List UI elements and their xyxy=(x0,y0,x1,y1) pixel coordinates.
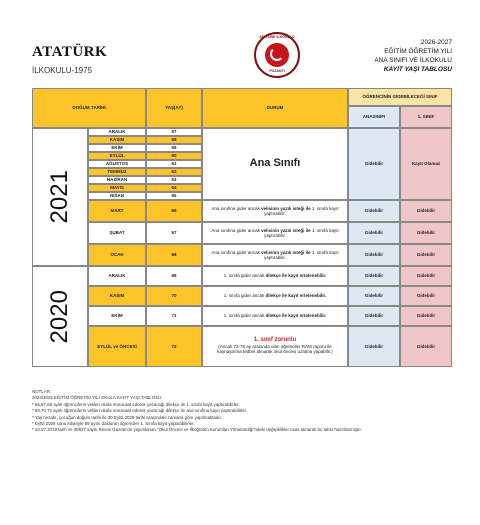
birth-month: TEMMUZ xyxy=(88,168,146,176)
title-line-1: 2026-2027 xyxy=(420,39,452,46)
birth-month: KASIM xyxy=(88,136,146,144)
col-header-first-grade: 1. SINIF xyxy=(400,106,452,128)
status-text-plain: 1. sınıfa kayıt yaptırabilir. xyxy=(264,205,339,216)
col-header-birth-date: DOĞUM TARİHİ xyxy=(32,88,146,128)
age-months: 58 xyxy=(146,136,202,144)
age-months: 70 xyxy=(146,286,202,306)
age-months: 59 xyxy=(146,144,202,152)
ana-sinifi-label: Ana Sınıfı xyxy=(249,157,301,170)
birth-month: EKİM xyxy=(88,306,146,326)
status-text-plain: Ana sınıfına gider ancak xyxy=(211,249,262,255)
birth-month: KASIM xyxy=(88,286,146,306)
status-text-plain: 1. sınıfa gider ancak xyxy=(223,313,266,319)
birth-month: MAYIS xyxy=(88,184,146,192)
first-grade-cell: Gidebilir xyxy=(400,326,452,367)
mandatory-title: 1. sınıf zorunlu xyxy=(253,337,297,344)
birth-month: ARALIK xyxy=(88,128,146,136)
seal-top-text: ATATÜRK İLKOKULU xyxy=(259,35,295,39)
kindergarten-cell: Gidebilir xyxy=(348,306,400,326)
school-subtitle: İLKOKULU-1975 xyxy=(32,66,93,75)
age-months: 71 xyxy=(146,306,202,326)
notes-line: * Eylül 2026 sonu itibariyle 69 ayını dolduran öğrenciler 1. Sınıfa kayıt yaptırabilirler. xyxy=(32,421,195,427)
status-text xyxy=(202,200,348,222)
status-text-plain: 1. sınıfa gider ancak xyxy=(223,293,266,299)
status-text-bold: dilekçe ile kayıt ertelenebilir. xyxy=(265,273,327,279)
col-header-status: DURUM xyxy=(202,88,348,128)
birth-month: HAZİRAN xyxy=(88,176,146,184)
first-grade-top: Kayıt Olamaz xyxy=(400,128,452,200)
notes-line: * 69,70,71 aylık öğrencilerin velileri okula müracaat ederek yazacağı dilekçe ile ana sınıfına kayıt yaptırabilirler. xyxy=(32,408,248,414)
first-grade-cell: Gidebilir xyxy=(400,306,452,326)
school-name: ATATÜRK xyxy=(32,44,108,60)
birth-month: ŞUBAT xyxy=(88,222,146,244)
notes-line: * 66,67,68 aylık öğrencilerin velileri okula müracaat ederek yazacağı dilekçe ile 1. sınıfa kayıt yaptırabilirler. xyxy=(32,401,240,407)
status-text xyxy=(202,266,348,286)
col-header-kindergarten: ANASINIFI xyxy=(348,106,400,128)
birth-month: ARALIK xyxy=(88,266,146,286)
age-months: 64 xyxy=(146,184,202,192)
age-months: 69 xyxy=(146,266,202,286)
birth-month: EYLÜL xyxy=(88,152,146,160)
birth-month: NİSAN xyxy=(88,192,146,200)
status-text-bold: velisinin yazılı isteği ile xyxy=(261,249,311,255)
first-grade-cell: Gidebilir xyxy=(400,222,452,244)
mandatory-body: (Ancak 72-78 ay arasında olan öğrenciler RAM raporu ile kaynaştırma tedbiri alınarak okul öncesi uzatma yapabilir.) xyxy=(217,343,333,355)
kindergarten-cell: Gidebilir xyxy=(348,200,400,222)
age-months: 72 xyxy=(146,326,202,367)
status-text-bold: dilekçe ile kayıt ertelenebilir. xyxy=(265,313,327,319)
age-months: 67 xyxy=(146,222,202,244)
col-header-class-group: ÖĞRENCİNİN GİDEBİLECEĞİ SINIF xyxy=(348,88,452,106)
header xyxy=(32,28,452,88)
age-months: 60 xyxy=(146,152,202,160)
notes-heading: NOTLAR: xyxy=(32,389,52,394)
first-grade-cell: Gidebilir xyxy=(400,286,452,306)
age-months: 66 xyxy=(146,200,202,222)
title-line-2: EĞİTİM ÖĞRETİM YILI xyxy=(384,48,452,55)
kindergarten-cell: Gidebilir xyxy=(348,286,400,306)
title-line-3: ANA SINIFI VE İLKOKULU xyxy=(374,57,452,64)
kindergarten-cell: Gidebilir xyxy=(348,244,400,266)
year-2020-cell xyxy=(32,266,88,367)
age-months: 68 xyxy=(146,244,202,266)
birth-month: EKİM xyxy=(88,144,146,152)
status-mandatory xyxy=(202,326,348,367)
notes-line: * Yaş hesabı, çocuğun doğum tarihi ile 30 Eylül 2026 tarihi arasındaki zamana göre yapılmaktadır. xyxy=(32,414,222,420)
birth-month: OCAK xyxy=(88,244,146,266)
age-months: 57 xyxy=(146,128,202,136)
status-text-bold: velisinin yazılı isteği ile xyxy=(261,205,311,211)
status-text xyxy=(202,306,348,326)
status-text-bold: dilekçe ile kayıt ertelenebilir. xyxy=(265,293,327,299)
status-text xyxy=(202,244,348,266)
notes-section xyxy=(32,389,452,434)
kindergarten-cell: Gidebilir xyxy=(348,266,400,286)
col-header-age: YAŞ(AY) xyxy=(146,88,202,128)
kindergarten-cell: Gidebilir xyxy=(348,326,400,367)
birth-month: AĞUSTOS xyxy=(88,160,146,168)
status-text-plain: 1. sınıfa kayıt yaptırabilir. xyxy=(264,227,339,238)
year-2021-cell xyxy=(32,128,88,266)
status-text xyxy=(202,286,348,306)
status-text-plain: 1. sınıfa kayıt yaptırabilir. xyxy=(264,249,339,260)
title-emphasis: KAYIT YAŞI TABLOSU xyxy=(383,66,452,73)
age-months: 61 xyxy=(146,160,202,168)
first-grade-cell: Gidebilir xyxy=(400,244,452,266)
notes-line: 2024/2025 EĞİTİM ÖĞRETİM YILI OKULA KAYIT YAŞI TABLOSU xyxy=(32,395,162,401)
status-text-plain: Ana sınıfına gider ancak xyxy=(211,227,262,233)
seal-bottom-text: POZANTI xyxy=(269,69,285,73)
birth-month: EYLÜL ve ÖNCESİ xyxy=(88,326,146,367)
age-months: 63 xyxy=(146,176,202,184)
status-kindergarten xyxy=(202,128,348,200)
document-title xyxy=(374,38,452,74)
notes-line: * 10.07.2019 tarih ve 30827 sayılı Resmi Gazete'de yayımlanan "Okul Öncesi ve İlköğretim Kurumları Yönetmeliği"ndeki değişiklikler esas alınarak bu tablo hazırlanmıştır. xyxy=(32,427,362,433)
age-months: 65 xyxy=(146,192,202,200)
school-seal-logo xyxy=(254,32,300,78)
kindergarten-top: Gidebilir xyxy=(348,128,400,200)
first-grade-cell: Gidebilir xyxy=(400,266,452,286)
year-2021-label: 2021 xyxy=(46,170,74,224)
year-2020-label: 2020 xyxy=(46,289,74,344)
kindergarten-cell: Gidebilir xyxy=(348,222,400,244)
status-text-plain: Ana sınıfına gider ancak xyxy=(211,205,262,211)
status-text xyxy=(202,222,348,244)
age-months: 62 xyxy=(146,168,202,176)
birth-month: MART xyxy=(88,200,146,222)
age-table xyxy=(32,88,452,367)
crescent-icon xyxy=(270,47,284,61)
status-text-plain: 1. sınıfa gider ancak xyxy=(223,273,266,279)
status-text-bold: velisinin yazılı isteği ile xyxy=(261,227,311,233)
first-grade-cell: Gidebilir xyxy=(400,200,452,222)
